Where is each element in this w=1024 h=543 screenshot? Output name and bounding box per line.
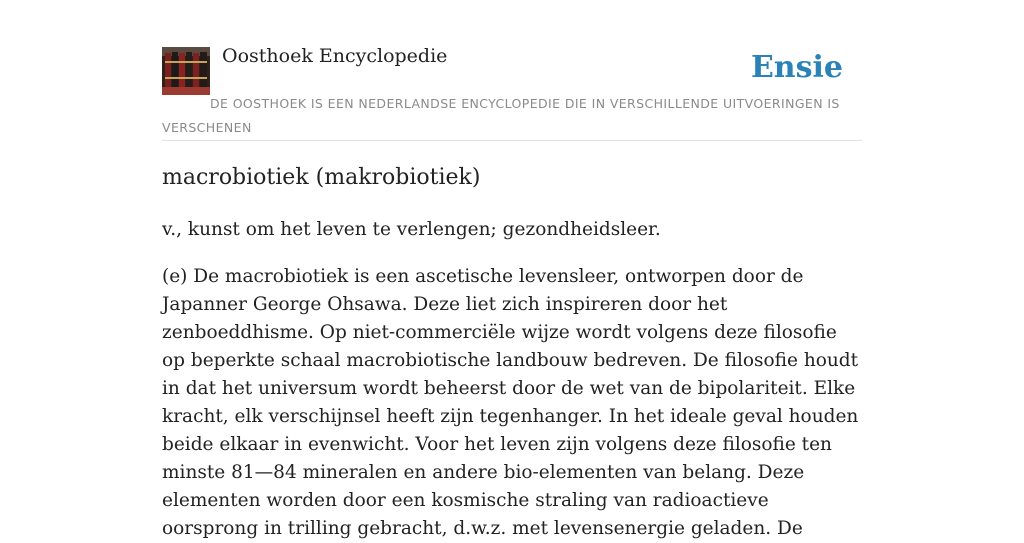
article — [162, 160, 862, 543]
publication-title-link[interactable]: Oosthoek Encyclopedie — [222, 45, 448, 67]
article-body: (e) De macrobiotiek is een ascetische levensleer, ontworpen door de Japanner George Ohsawa. Deze liet zich inspireren door het zenboeddhisme. Op niet-commerciële wijze wordt volgens deze filosofie op beperkte schaal macrobiotische landbouw bedreven. De filosofie houdt in dat het universum wordt beheerst door de wet van de bipolariteit. Elke kracht, elk verschijnsel heeft zijn tegenhanger. In het ideale geval houden beide elkaar in evenwicht. Voor het leven zijn volgens deze filosofie ten minste 81—84 mineralen en andere bio-elementen van belang. Deze elementen worden door een kosmische straling van radioactieve oorsprong in trilling gebracht, d.w.z. met levensenergie geladen. De — [162, 266, 859, 539]
article-definition: v., kunst om het leven te verlengen; gezondheidsleer. — [162, 219, 661, 240]
article-title: macrobiotiek (makrobiotiek) — [162, 165, 481, 190]
publication-tagline: DE OOSTHOEK IS EEN NEDERLANDSE ENCYCLOPEDIE DIE IN VERSCHILLENDE UITVOERINGEN IS VERSCHENEN — [162, 96, 840, 135]
ensie-logo-link[interactable]: Ensie — [750, 50, 843, 85]
page-container — [162, 0, 862, 539]
encyclopedia-books-icon — [162, 47, 210, 95]
publication-avatar-icon[interactable] — [162, 47, 210, 95]
publication-header — [162, 0, 862, 141]
